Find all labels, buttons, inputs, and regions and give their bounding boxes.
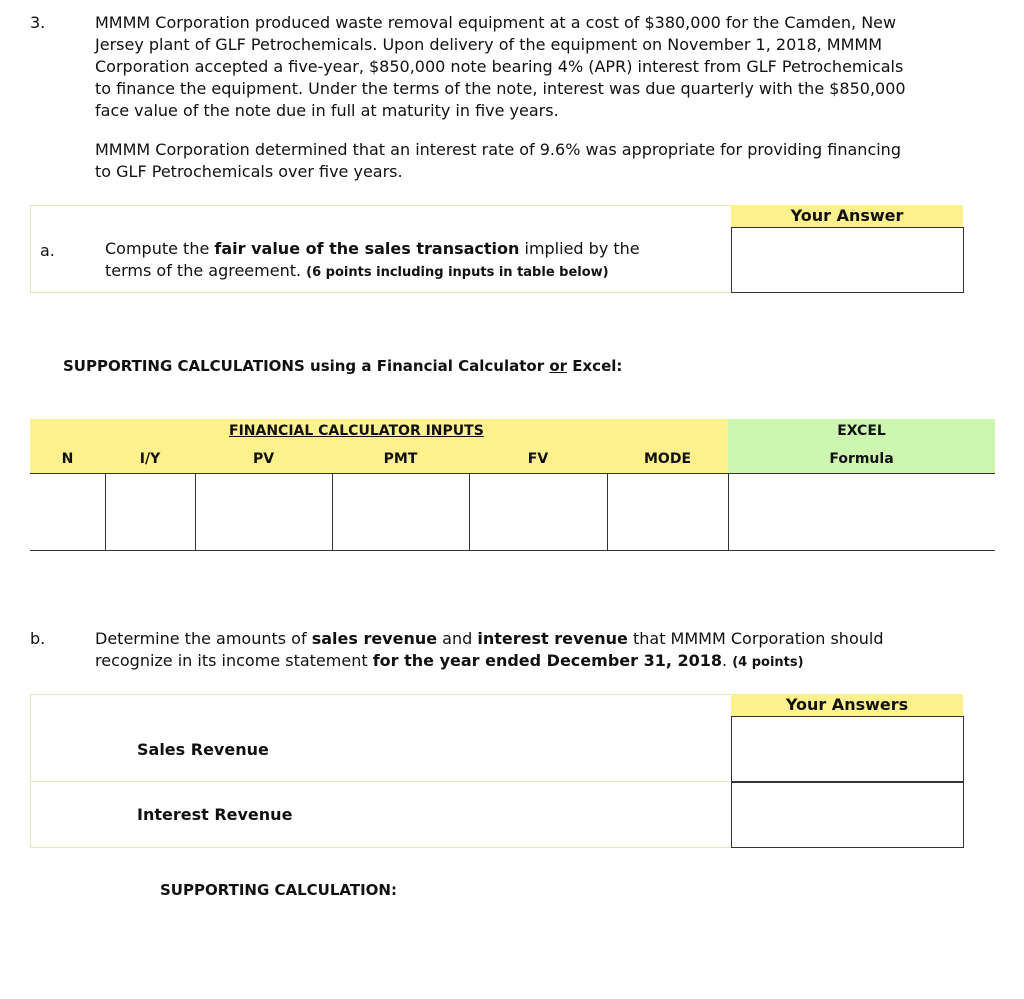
part-a-letter: a.	[40, 241, 55, 260]
sales-revenue-label: Sales Revenue	[137, 740, 269, 759]
your-answers-header: Your Answers	[731, 694, 963, 716]
supporting-text: SUPPORTING CALCULATIONS using a Financial Calculator	[63, 357, 550, 375]
input-pmt[interactable]	[332, 473, 469, 551]
part-a-text: Compute the	[105, 239, 215, 258]
col-n-label: N	[61, 451, 74, 467]
part-b-line-1	[95, 628, 1005, 650]
interest-revenue-label: Interest Revenue	[137, 805, 293, 824]
part-b-text: and	[437, 629, 478, 648]
part-a-line-1	[105, 238, 715, 260]
sales-revenue-answer-box[interactable]	[731, 716, 964, 782]
part-b-line-2	[95, 650, 1005, 674]
part-b-bold-text: sales revenue	[311, 629, 438, 648]
col-formula-label: Formula	[829, 451, 894, 467]
para1-line: to finance the equipment. Under the terms of the note, interest was due quarterly with the $850,000	[95, 79, 906, 98]
part-b-prompt	[95, 628, 1005, 674]
col-fv-label: FV	[527, 451, 549, 467]
question-number: 3.	[30, 13, 46, 32]
part-b-divider	[30, 781, 730, 782]
input-fv[interactable]	[469, 473, 607, 551]
para1-line: face value of the note due in full at maturity in five years.	[95, 101, 559, 120]
col-iy-label: I/Y	[139, 451, 161, 467]
supporting-calculation-label: SUPPORTING CALCULATION:	[160, 881, 397, 899]
financial-calculator-title: FINANCIAL CALCULATOR INPUTS	[229, 423, 484, 439]
supporting-calculations-label	[63, 357, 622, 375]
part-b-text: that MMMM Corporation should	[627, 629, 884, 648]
interest-revenue-answer-box[interactable]	[731, 782, 964, 848]
para1-line: Jersey plant of GLF Petrochemicals. Upon delivery of the equipment on November 1, 2018, MMMM	[95, 35, 883, 54]
para2-line: to GLF Petrochemicals over five years.	[95, 162, 403, 181]
question-paragraph-1	[95, 12, 1005, 122]
para1-line: MMMM Corporation produced waste removal equipment at a cost of $380,000 for the Camden, New	[95, 13, 897, 32]
input-mode[interactable]	[607, 473, 728, 551]
part-b-text: recognize in its income statement	[95, 651, 373, 670]
supporting-or: or	[549, 357, 568, 375]
part-b-bold-text: for the year ended December 31, 2018	[372, 651, 723, 670]
part-b-text: .	[722, 651, 728, 670]
input-pv[interactable]	[195, 473, 332, 551]
part-a-text: implied by the	[519, 239, 640, 258]
part-b-bold-text: interest revenue	[477, 629, 628, 648]
part-b-letter: b.	[30, 629, 46, 648]
col-mode-label: MODE	[643, 451, 692, 467]
part-a-text: terms of the agreement.	[105, 261, 302, 280]
supporting-text: Excel:	[567, 357, 623, 375]
part-a-line-2	[105, 260, 715, 284]
col-pmt-label: PMT	[383, 451, 418, 467]
fair-value-answer-box[interactable]	[731, 227, 964, 293]
input-n[interactable]	[30, 473, 105, 551]
part-a-points: (6 points including inputs in table below)	[306, 265, 609, 280]
col-pv-label: PV	[252, 451, 275, 467]
input-excel-formula[interactable]	[728, 473, 995, 551]
para1-line: Corporation accepted a five-year, $850,000 note bearing 4% (APR) interest from GLF Petrochemicals	[95, 57, 904, 76]
para2-line: MMMM Corporation determined that an interest rate of 9.6% was appropriate for providing financing	[95, 140, 901, 159]
part-a-bold-text: fair value of the sales transaction	[214, 239, 520, 258]
input-iy[interactable]	[105, 473, 195, 551]
question-paragraph-2	[95, 139, 1005, 183]
part-a-prompt	[105, 238, 715, 284]
part-b-text: Determine the amounts of	[95, 629, 312, 648]
part-b-points: (4 points)	[732, 655, 804, 670]
your-answer-header: Your Answer	[731, 205, 963, 227]
excel-title: EXCEL	[837, 423, 886, 439]
